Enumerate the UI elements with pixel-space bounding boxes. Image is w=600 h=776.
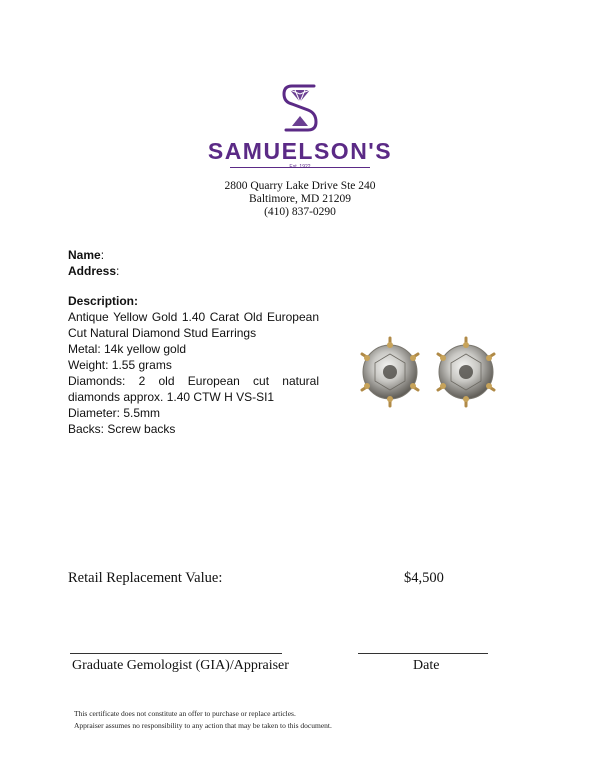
description-metal: Metal: 14k yellow gold bbox=[68, 342, 187, 356]
address-phone: (410) 837-0290 bbox=[264, 206, 336, 218]
right-earring-stud bbox=[438, 338, 494, 406]
description-weight: Weight: 1.55 grams bbox=[68, 358, 172, 372]
brand-logo-icon bbox=[278, 80, 322, 136]
date-signature-line bbox=[358, 653, 488, 654]
brand-est-text: Est. 1922 bbox=[289, 164, 311, 170]
description-diameter: Diameter: 5.5mm bbox=[68, 406, 161, 420]
earrings-photo bbox=[352, 332, 504, 412]
retail-value-label: Retail Replacement Value: bbox=[68, 570, 223, 586]
client-address-field: Address: bbox=[68, 264, 120, 278]
address-line-1: 2800 Quarry Lake Drive Ste 240 bbox=[224, 180, 376, 192]
appraiser-label: Graduate Gemologist (GIA)/Appraiser bbox=[72, 658, 289, 673]
description-diamonds-line-1: Diamonds: 2 old European cut natural bbox=[68, 374, 319, 388]
appraiser-signature-line bbox=[70, 653, 282, 654]
description-backs: Backs: Screw backs bbox=[68, 422, 176, 436]
disclaimer-line-1: This certificate does not constitute an offer to purchase or replace articles. bbox=[74, 709, 296, 718]
description-title-line-2: Cut Natural Diamond Stud Earrings bbox=[68, 326, 257, 340]
client-name-field: Name: bbox=[68, 248, 105, 262]
description-heading: Description: bbox=[68, 294, 139, 308]
client-name-label: Name bbox=[68, 248, 101, 262]
brand-established bbox=[200, 163, 400, 171]
left-earring-stud bbox=[362, 338, 418, 406]
address-line-2: Baltimore, MD 21209 bbox=[249, 193, 351, 205]
retail-value-amount: $4,500 bbox=[404, 570, 444, 586]
description-title-line-1: Antique Yellow Gold 1.40 Carat Old European bbox=[68, 310, 319, 324]
description-diamonds-line-2: diamonds approx. 1.40 CTW H VS-SI1 bbox=[68, 390, 275, 404]
client-address-label: Address bbox=[68, 264, 117, 278]
brand-name: SAMUELSON'S bbox=[207, 138, 393, 164]
date-label: Date bbox=[413, 658, 440, 673]
disclaimer-line-2: Appraiser assumes no responsibility to any action that may be taken to this document. bbox=[74, 721, 332, 730]
